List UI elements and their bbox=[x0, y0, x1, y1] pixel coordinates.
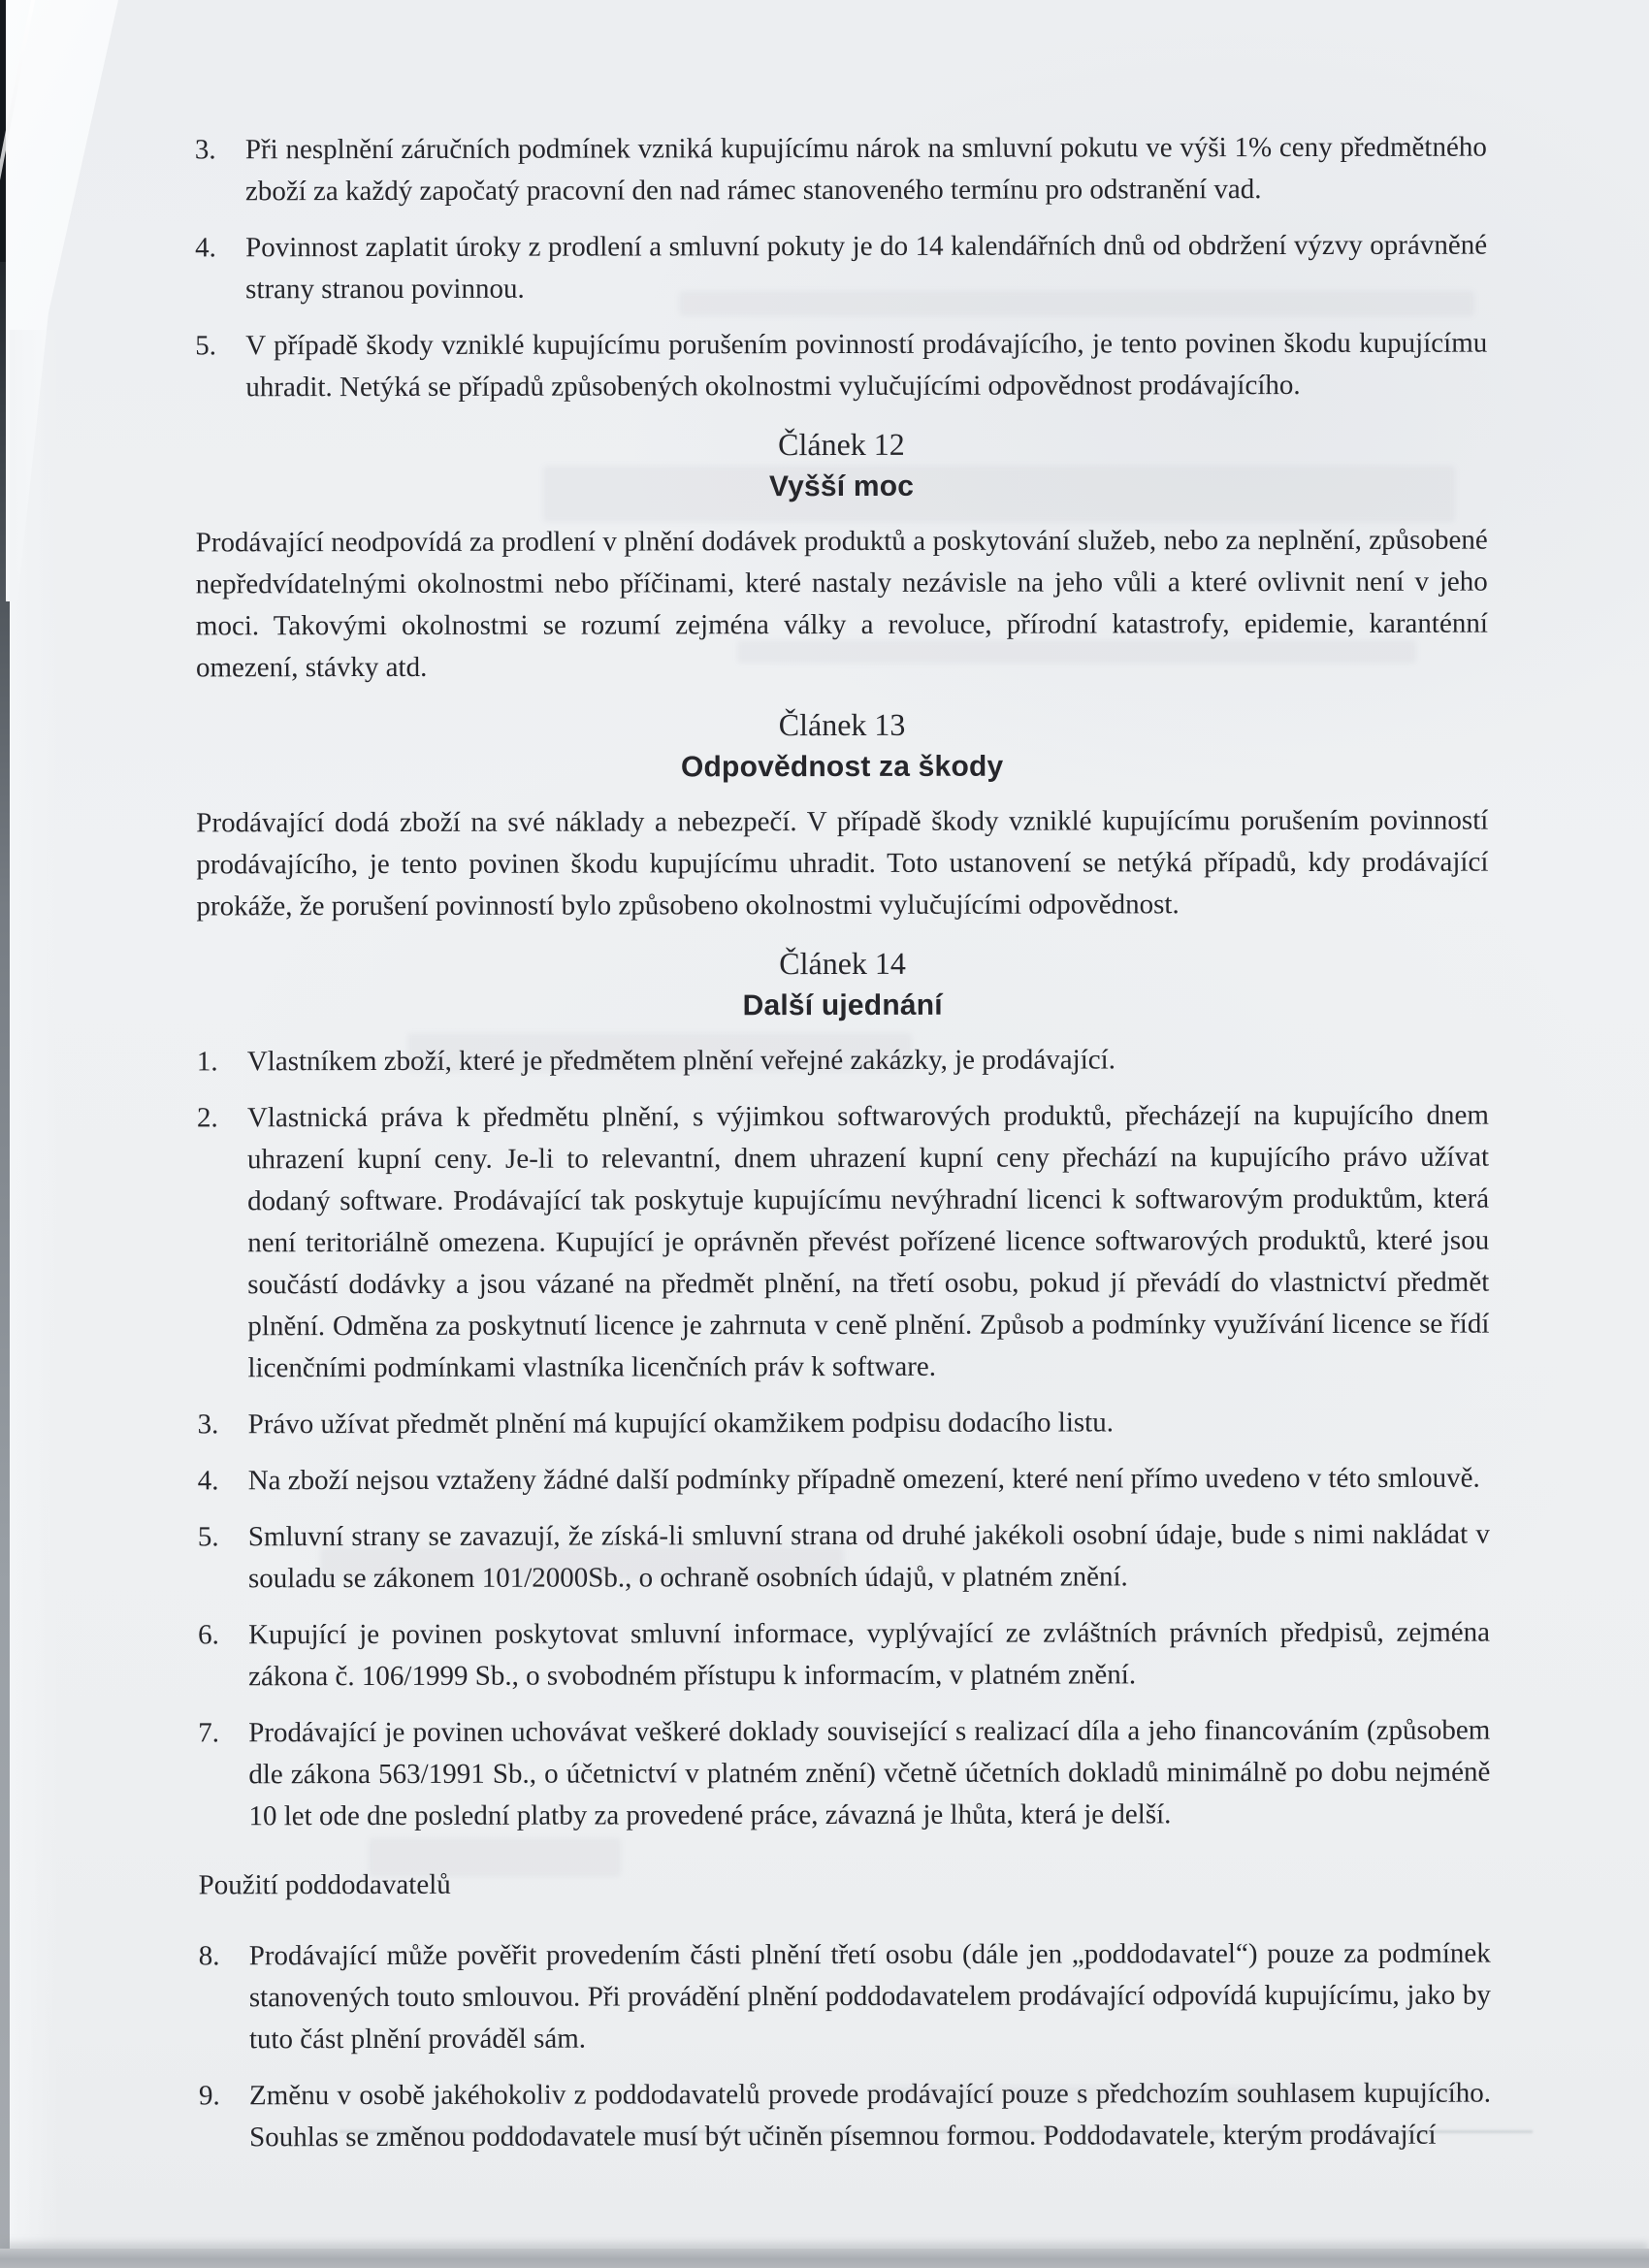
article-heading bbox=[195, 422, 1487, 510]
article-heading bbox=[197, 941, 1489, 1029]
clause-text: Vlastnická práva k předmětu plnění, s výjimkou softwarových produktů, přecházejí na kupujícího dnem uhrazení kupní ceny. Je-li to relevantní, dnem uhrazení kupní ceny přechází na kupujícího právo užívat dodaný software. Prodávající tak poskytuje kupujícímu nevýhradní licenci k softwarovým produktům, která není teritoriálně omezena. Kupující je oprávněn převést pořízené licence softwarových produktů, které jsou součástí dodávky a jsou vázané na předmět plnění, na třetí osobu, pokud jí převádí do vlastnictví předmět plnění. Odměna za poskytnutí licence je zahrnuta v ceně plnění. Způsob a podmínky využívání licence se řídí licenčními podmínkami vlastníka licenčních práv k software. bbox=[246, 1099, 1490, 1384]
scan-bottom-edge bbox=[0, 2249, 1649, 2268]
clause-number: 3. bbox=[197, 1409, 219, 1441]
contract-clause bbox=[197, 1095, 1490, 1390]
article-number: Článek 14 bbox=[779, 945, 906, 982]
clause-number: 1. bbox=[196, 1046, 218, 1078]
article-title: Vyšší moc bbox=[768, 470, 915, 503]
clause-text: Při nesplnění záručních podmínek vzniká kupujícímu nárok na smluvní pokutu ve výši 1% ceny předmětného zboží za každý započatý pracovní den nad rámec stanoveného termínu pro odstranění vad. bbox=[244, 131, 1487, 208]
subclause-heading: Použití poddodavatelů bbox=[198, 1868, 451, 1901]
article-title: Odpovědnost za škody bbox=[680, 750, 1004, 784]
clause-number: 3. bbox=[194, 134, 216, 166]
contract-clause bbox=[198, 1458, 1490, 1503]
clause-number: 4. bbox=[195, 232, 216, 264]
clause-number: 5. bbox=[197, 1521, 219, 1553]
clause-number: 7. bbox=[198, 1717, 220, 1749]
clause-text: Prodávající může pověřit provedením části plnění třetí osobu (dále jen „poddodavatel“) pouze za podmínek stanovených touto smlouvou. Při provádění plnění poddodavatelem prodávající odpovídá kupujícímu, jako by tuto část plnění prováděl sám. bbox=[248, 1937, 1491, 2056]
contract-clause bbox=[195, 225, 1487, 311]
clause-number: 9. bbox=[199, 2080, 220, 2112]
article-body: Prodávající dodá zboží na své náklady a nebezpečí. V případě škody vzniklé kupujícímu porušením povinností prodávajícího, je tento povinen škodu kupujícímu uhradit. Toto ustanovení se netýká případů, kdy prodávající prokáže, že porušení povinností bylo způsobeno okolnostmi vylučujícími odpovědnost. bbox=[196, 804, 1489, 923]
clause-text: Smluvní strany se zavazují, že získá-li smluvní strana od druhé jakékoli osobní údaje, bude s nimi nakládat v souladu se zákonem 101/2000Sb., o ochraně osobních údajů, v platném znění. bbox=[247, 1518, 1490, 1595]
contract-clause bbox=[197, 1039, 1489, 1084]
article-number: Článek 13 bbox=[778, 706, 906, 743]
clause-text: Vlastníkem zboží, které je předmětem plnění veřejné zakázky, je prodávající. bbox=[246, 1044, 1116, 1078]
contract-clause bbox=[195, 127, 1487, 213]
contract-clause bbox=[198, 1710, 1490, 1838]
article-number: Článek 12 bbox=[778, 426, 905, 463]
clause-text: Kupující je povinen poskytovat smluvní informace, vyplývající ze zvláštních právních předpisů, zejména zákona č. 106/1999 Sb., o svobodném přístupu k informacím, v platném znění. bbox=[248, 1616, 1491, 1693]
clause-text: Právo užívat předmět plnění má kupující okamžikem podpisu dodacího listu. bbox=[247, 1407, 1114, 1441]
clause-number: 4. bbox=[197, 1465, 219, 1497]
clause-number: 6. bbox=[198, 1619, 219, 1651]
clause-text: Povinnost zaplatit úroky z prodlení a smluvní pokuty je do 14 kalendářních dnů od obdržení výzvy oprávněné strany stranou povinnou. bbox=[245, 229, 1488, 306]
article-heading bbox=[196, 702, 1488, 791]
clause-number: 5. bbox=[195, 330, 217, 362]
clause-text: Změnu v osobě jakéhokoliv z poddodavatelů provede prodávající pouze s předchozím souhlasem kupujícího. Souhlas se změnou poddodavatele musí být učiněn písemnou formou. Poddodavatele, kterým prodávající bbox=[249, 2077, 1492, 2154]
clause-number: 2. bbox=[196, 1102, 218, 1134]
contract-clause bbox=[199, 2073, 1491, 2159]
clause-text: V případě škody vzniklé kupujícímu porušením povinností prodávajícího, je tento povinen škodu kupujícímu uhradit. Netýká se případů způsobených okolnostmi vylučujícími odpovědnost prodávajícího. bbox=[245, 327, 1488, 404]
contract-clause bbox=[198, 1402, 1490, 1446]
contract-clause bbox=[195, 323, 1487, 409]
contract-clause bbox=[199, 1933, 1491, 2061]
page-content bbox=[195, 127, 1491, 2174]
clause-text: Na zboží nejsou vztaženy žádné další podmínky případně omezení, které není přímo uvedeno v této smlouvě. bbox=[247, 1462, 1480, 1497]
article-body: Prodávající neodpovídá za prodlení v plnění dodávek produktů a poskytování služeb, nebo za neplnění, způsobené nepředvídatelnými okolnostmi nebo příčinami, které nastaly nezávisle na jeho vůli a které ovlivnit není v jeho moci. Takovými okolnostmi se rozumí zejména války a revoluce, přírodní katastrofy, epidemie, karanténní omezení, stávky atd. bbox=[195, 524, 1488, 684]
clause-number: 8. bbox=[198, 1940, 220, 1972]
article-title: Další ujednání bbox=[742, 988, 943, 1022]
clause-text: Prodávající je povinen uchovávat veškeré doklady související s realizací díla a jeho financováním (způsobem dle zákona 563/1991 Sb., o účetnictví v platném znění) včetně účetních dokladů minimálně po dobu nejméně 10 let ode dne poslední platby za provedené práce, závazná je lhůta, která je delší. bbox=[248, 1714, 1491, 1832]
contract-clause bbox=[198, 1612, 1490, 1699]
contract-clause bbox=[198, 1514, 1490, 1601]
page-left-edge bbox=[10, 330, 58, 2251]
